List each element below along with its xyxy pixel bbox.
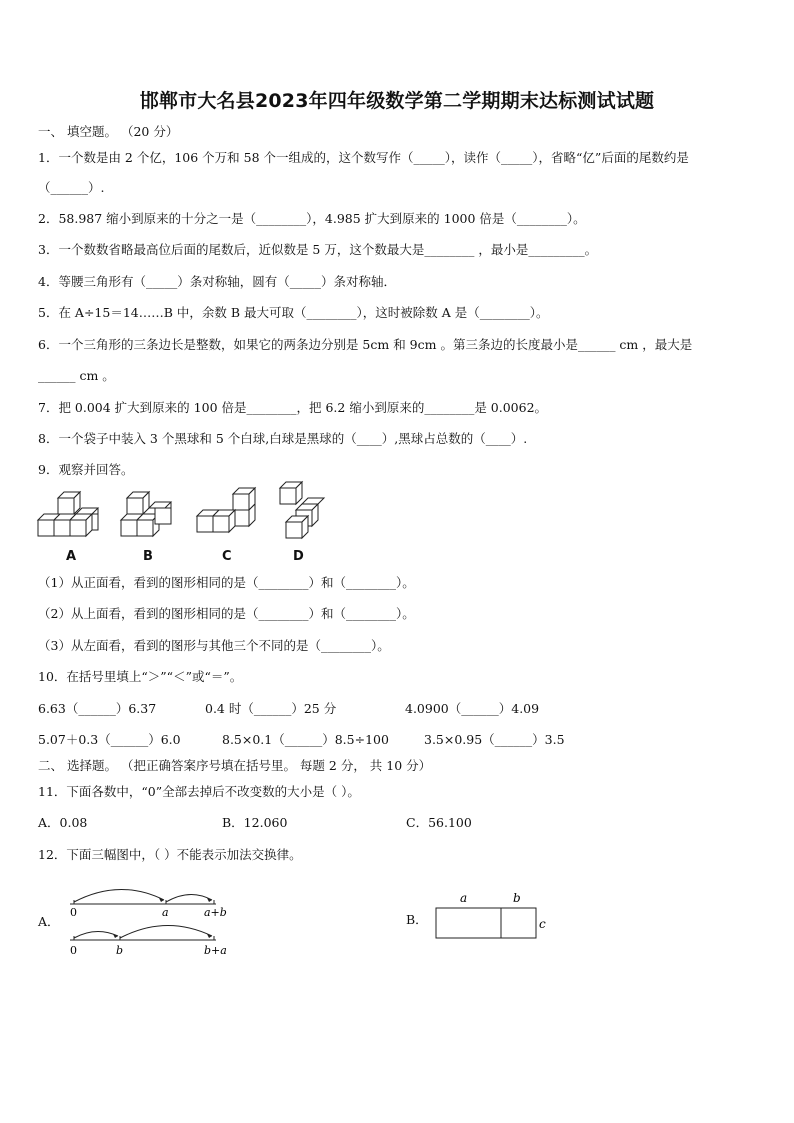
figure-label-b: B [143,549,153,564]
compare-item: 3.5×0.95（______）3.5 [424,732,565,747]
question-6-line2: ______ cm 。 [38,368,115,383]
compare-item: 0.4 时（______）25 分 [205,701,337,716]
rectangle-diagram [430,888,560,944]
question-4: 4．等腰三角形有（_____）条对称轴，圆有（_____）条对称轴． [38,274,396,289]
question-2: 2．58.987 缩小到原来的十分之一是（________），4.985 扩大到原来的 1000 倍是（________）。 [38,211,586,226]
nl2-label-0: 0 [70,944,77,957]
number-line-diagram [64,878,264,960]
cube-figure-a [36,480,106,542]
compare-item: 6.63（______）6.37 [38,701,157,716]
question-10: 10．在括号里填上“＞”“＜”或“＝”。 [38,669,243,684]
figure-label-c: C [222,549,232,564]
rect-label-c: c [539,917,546,931]
section-2-heading: 二、 选择题。 （把正确答案序号填在括号里。 每题 2 分， 共 10 分） [38,758,432,773]
question-8: 8．一个袋子中装入 3 个黑球和 5 个白球,白球是黑球的（____）,黑球占总数的（____）. [38,431,528,446]
rect-label-b: b [513,891,521,905]
compare-item: 8.5×0.1（______）8.5÷100 [222,732,389,747]
cube-figure-d [276,480,332,542]
nl1-label-a: a [162,906,169,919]
option-c: C．56.100 [406,815,472,830]
question-9: 9．观察并回答。 [38,462,134,477]
rect-label-a: a [460,891,468,905]
question-3: 3．一个数数省略最高位后面的尾数后，近似数是 5 万，这个数最大是________ ，最小是_________。 [38,242,598,257]
option-b: B．12.060 [222,815,288,830]
option-a: A．0.08 [38,815,88,830]
nl2-label-b-plus-a: b+a [204,944,227,957]
question-9-part-1: （1）从正面看，看到的图形相同的是（________）和（________）。 [38,575,415,590]
question-1-line1: 1．一个数是由 2 个亿，106 个万和 58 个一组成的，这个数写作（_____），读作（_____），省略“亿”后面的尾数约是 [38,150,689,165]
question-7: 7．把 0.004 扩大到原来的 100 倍是________，把 6.2 缩小到原来的________是 0.0062。 [38,400,548,415]
figure-label-d: D [293,549,304,564]
question-5: 5．在 A÷15＝14……B 中，余数 B 最大可取（________），这时被除数 A 是（________）。 [38,305,549,320]
question-9-part-2: （2）从上面看，看到的图形相同的是（________）和（________）。 [38,606,415,621]
nl1-label-0: 0 [70,906,77,919]
question-12-option-a-label: A． [38,914,60,929]
cube-figure-b [119,480,179,542]
nl2-label-b: b [116,944,124,957]
cube-figure-c [193,480,263,542]
compare-item: 5.07＋0.3（______）6.0 [38,732,181,747]
question-6-line1: 6．一个三角形的三条边长是整数，如果它的两条边分别是 5cm 和 9cm 。第三条边的长度最小是______ cm ，最大是 [38,337,693,352]
question-12: 12．下面三幅图中，（ ）不能表示加法交换律。 [38,847,302,862]
question-1-line2: （______）. [38,180,105,195]
compare-item: 4.0900（______）4.09 [405,701,540,716]
question-12-option-b-label: B． [406,912,428,927]
question-9-part-3: （3）从左面看，看到的图形与其他三个不同的是（________）。 [38,638,390,653]
question-11: 11．下面各数中，“0”全部去掉后不改变数的大小是（ ）。 [38,784,360,799]
figure-label-a: A [66,549,77,564]
nl1-label-a-plus-b: a+b [204,906,227,919]
page-title: 邯郸市大名县2023年四年级数学第二学期期末达标测试试题 [139,90,655,112]
section-1-heading: 一、 填空题。 （20 分） [38,124,179,139]
